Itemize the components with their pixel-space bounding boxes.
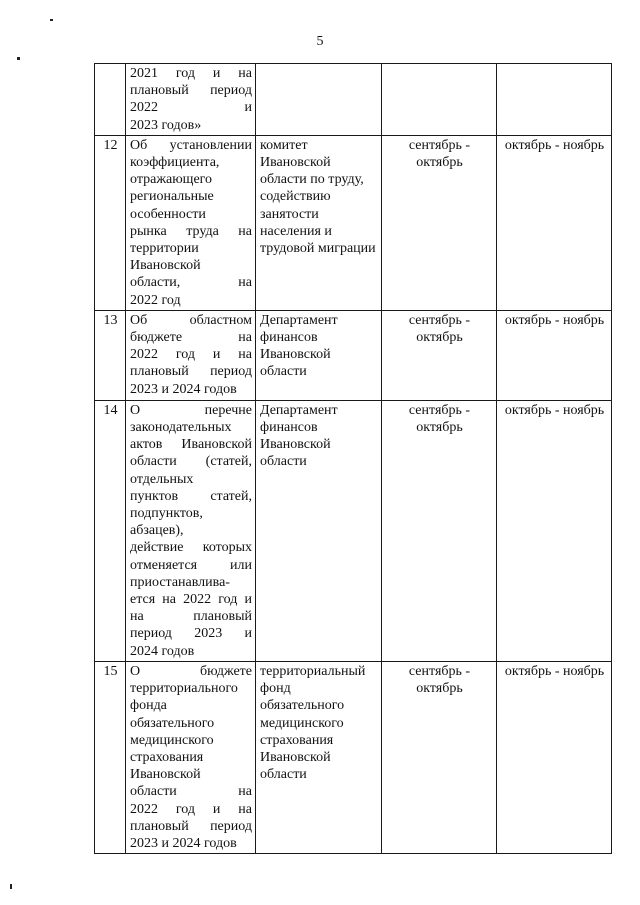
period-submission: октябрь - ноябрь [497, 310, 612, 400]
bill-title-line: обязательного [130, 715, 215, 731]
table-row [95, 135, 612, 310]
row-number: 12 [95, 135, 126, 310]
period-development: сентябрь - октябрь [382, 400, 497, 661]
bill-title-line: 2022 и [130, 100, 252, 116]
bill-title-line: ется на 2022 год и [130, 592, 252, 608]
bill-title-line: 2023 годов» [130, 117, 202, 133]
responsible-body: территориальный фонд обязательного медицинского страхования Ивановской области [256, 661, 382, 853]
bill-title-line: О перечне [130, 402, 252, 418]
responsible-body: Департамент финансов Ивановской области [256, 400, 382, 661]
bill-title [126, 400, 256, 661]
bill-title-line: 2024 годов [130, 643, 195, 659]
period-submission: октябрь - ноябрь [497, 400, 612, 661]
bill-title-line: бюджете на [130, 330, 252, 346]
period-development: сентябрь - октябрь [382, 310, 497, 400]
period-submission [497, 64, 612, 136]
table-row [95, 400, 612, 661]
bill-title-line: Об областном [130, 312, 252, 328]
bill-title-line: медицинского [130, 732, 214, 748]
bill-title-line: действие которых [130, 540, 252, 556]
period-development: сентябрь - октябрь [382, 661, 497, 853]
bill-title-line: особенности [130, 206, 206, 222]
bill-title [126, 135, 256, 310]
bill-title-line: коэффициента, [130, 155, 220, 171]
bill-title-line: области, на [130, 275, 252, 291]
row-number [95, 64, 126, 136]
bill-title-line: плановый период [130, 818, 252, 834]
bill-title-line: Об установлении [130, 137, 252, 153]
bill-title-line: 2021 год и на [130, 66, 252, 81]
bill-title-line: 2022 год [130, 292, 181, 308]
bill-title-line: абзацев), [130, 523, 184, 539]
bill-title-line: 2022 год и на [130, 801, 252, 817]
bill-title-line: области (статей, [130, 454, 252, 470]
bill-title [126, 64, 256, 136]
bill-title-line: законодательных [130, 420, 232, 436]
table-row [95, 64, 612, 136]
responsible-body [256, 64, 382, 136]
bill-title-line: 2023 и 2024 годов [130, 835, 237, 851]
scan-speck [10, 884, 12, 889]
bill-title-line: фонда [130, 698, 167, 714]
bill-title-line: территориального [130, 681, 238, 697]
bill-title-line: подпунктов, [130, 506, 203, 522]
page-number: 5 [316, 34, 324, 49]
scan-speck [17, 57, 20, 60]
bill-title-line: 2022 год и на [130, 347, 252, 363]
legislation-plan-table [94, 63, 612, 854]
bill-title-line: О бюджете [130, 663, 252, 679]
row-number: 14 [95, 400, 126, 661]
bill-title-line: отражающего [130, 172, 213, 188]
bill-title-line: приостанавлива- [130, 574, 230, 590]
bill-title-line: Ивановской [130, 767, 201, 783]
bill-title-line: на плановый [130, 609, 252, 625]
bill-title-line: период 2023 и [130, 626, 252, 642]
table-body [95, 64, 612, 854]
bill-title-line: страхования [130, 749, 204, 765]
responsible-body: Департамент финансов Ивановской области [256, 310, 382, 400]
bill-title-line: Ивановской [130, 258, 201, 274]
scan-speck [50, 19, 53, 21]
bill-title-line: 2023 и 2024 годов [130, 381, 237, 397]
bill-title-line: плановый период [130, 83, 252, 99]
table-row [95, 661, 612, 853]
bill-title-line: рынка труда на [130, 223, 252, 239]
bill-title [126, 310, 256, 400]
period-submission: октябрь - ноябрь [497, 135, 612, 310]
bill-title [126, 661, 256, 853]
bill-title-line: отдельных [130, 471, 194, 487]
period-submission: октябрь - ноябрь [497, 661, 612, 853]
bill-title-line: актов Ивановской [130, 437, 252, 453]
row-number: 13 [95, 310, 126, 400]
period-development: сентябрь - октябрь [382, 135, 497, 310]
bill-title-line: области на [130, 784, 252, 800]
row-number: 15 [95, 661, 126, 853]
table-row [95, 310, 612, 400]
bill-title-line: пунктов статей, [130, 488, 252, 504]
bill-title-line: отменяется или [130, 557, 252, 573]
bill-title-line: территории [130, 241, 199, 257]
bill-title-line: региональные [130, 189, 214, 205]
bill-title-line: плановый период [130, 364, 252, 380]
responsible-body: комитет Ивановской области по труду, содействию занятости населения и трудовой миграции [256, 135, 382, 310]
period-development [382, 64, 497, 136]
